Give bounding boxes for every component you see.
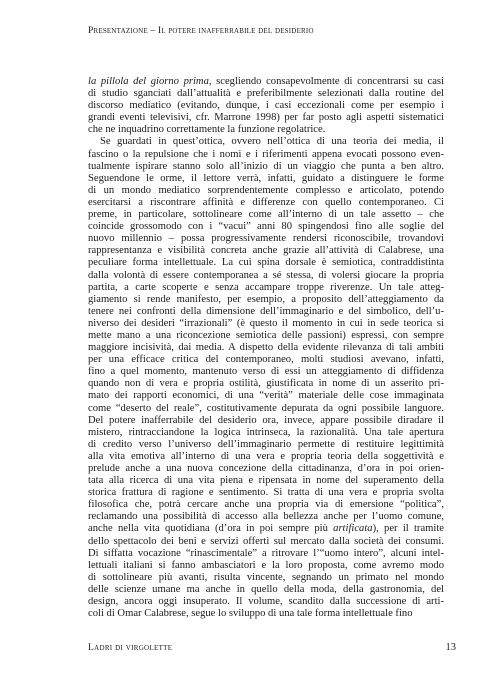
text-line: alla vita emotiva all’interno di una vera e propria teoria della soggettività e (88, 450, 444, 462)
running-foot-book-title: Ladri di virgolette (88, 643, 173, 653)
text-line: per una efficace critica del contemporaneo, molti studiosi avevano, infatti, (88, 354, 444, 366)
text-line: di studio sganciati dall’attualità e preferibilmente selezionati dalla routine del (88, 88, 444, 100)
text-line: mistero, rintracciandone la logica intrinseca, la razionalità. Una tale apertura (88, 426, 444, 438)
text-line: grandi eventi televisivi, cfr. Marrone 1998) per far posto agli aspetti sistematici (88, 112, 444, 124)
text-line: delle scienze umane ma anche in quello della moda, della gastronomia, del (88, 583, 444, 595)
text-line: dello spettacolo dei beni e servizi offerti sul mercato dalla società dei consumi. (88, 535, 444, 547)
text-line: come “deserto del reale”, costitutivamente depurata da ogni possibile languore. (88, 402, 444, 414)
text-line: coli di Omar Calabrese, segue lo sviluppo di una tale forma intellettuale fino (88, 608, 413, 620)
text-line: Seguendone le orme, il lettore verrà, infatti, guidato a distinguere le forme (88, 172, 444, 184)
text-line: che ne inquadrino correttamente la funzione regolatrice. (88, 124, 326, 136)
text-line: anche nella vita quotidiana (d’ora in poi sempre più artificata), per il tramite (88, 523, 444, 535)
text-line: discorso mediatico (evitando, dunque, i casi eccezionali come per esempio i (88, 100, 444, 112)
text-line: lettuali italiani si fanno ambasciatori e la loro proposta, come avremo modo (88, 559, 444, 571)
text-line: fascino o la repulsione che i nomi e i riferimenti appena evocati possono even- (88, 148, 444, 160)
text-line: storica frattura di ragione e sentimento. Si tratta di una vera e propria svolta (88, 487, 444, 499)
text-line: partita, a carte scoperte e senza accampare troppe riverenze. Un tale atteg- (88, 281, 444, 293)
text-line: Di siffatta vocazione “rinascimentale” a ritrovare l’“uomo intero”, alcuni intel- (88, 547, 444, 559)
body-text (88, 76, 444, 620)
text-line: coincide grossomodo con i “vacui” anni 80 spingendosi fino alle soglie del (88, 221, 444, 233)
text-line: di sottolineare più avanti, risulta vincente, segnando un primato nel mondo (88, 571, 444, 583)
text-line: rappresentanza e visibilità concreta anche grazie all’attività di Calabrese, una (88, 245, 444, 257)
text-line: esercitarsi a riscontrare affinità e differenze con quello contemporaneo. Ci (88, 196, 444, 208)
text-line: quando non di vera e propria ostilità, giustificata in nome di un asserito pri- (88, 378, 444, 390)
text-line: giamento si rende manifesto, per esempio, a proposito dell’atteggiamento da (88, 293, 444, 305)
text-line: di credito verso l’universo dell’immaginario permette di restituire legittimità (88, 438, 444, 450)
text-line: filosofica che, potrà cercare anche una propria via di emersione “politica”, (88, 499, 444, 511)
text-line: Del potere inafferrabile del desiderio ora, invece, appare possibile diradare il (88, 414, 444, 426)
page-number: 13 (445, 642, 456, 653)
text-line: reclamando una possibilità di accesso alla bellezza anche per l’uomo comune, (88, 511, 444, 523)
text-line: dalla volontà di essere contemporanea a sé stessa, di volersi giocare la propria (88, 269, 444, 281)
text-line: mato dei rapporti economici, di una “verità” materiale delle cose immaginata (88, 390, 444, 402)
text-line: tualmente ispirare stanno solo all’inizio di un viaggio che punta a ben altro. (88, 160, 444, 172)
text-line: tenere nei confronti della dimensione dell’immaginario e del simbolico, dell’u- (88, 305, 444, 317)
text-line: niverso dei desideri “irrazionali” (è questo il momento in cui in sede teorica si (88, 317, 444, 329)
text-line: tata alla ricerca di una vita piena e ripensata in nome del superamento della (88, 475, 444, 487)
text-line: design, ancora oggi insuperato. Il volume, scandito dalla successione di arti- (88, 596, 444, 608)
text-line: la pillola del giorno prima, scegliendo consapevolmente di concentrarsi su casi (88, 76, 444, 87)
text-line: peculiare forma intellettuale. La cui spina dorsale è semiotica, contraddistinta (88, 257, 444, 269)
text-line: fino a quel momento, mantenuto verso di essi un atteggiamento di diffidenza (88, 366, 444, 378)
text-line: di un mondo mediatico sorprendentemente complesso e articolato, potendo (88, 184, 444, 196)
text-line: maggiore incisività, dai media. A dispetto della evidente rilevanza di tali ambiti (88, 342, 444, 354)
text-line: nuovo millennio – possa progressivamente rendersi riconoscibile, trovandovi (88, 233, 444, 245)
text-line: mette mano a una riconcezione semiotica delle passioni) espressi, con sempre (88, 329, 444, 341)
text-line: Se guardati in quest’ottica, ovvero nell’ottica di una teoria dei media, il (100, 136, 444, 148)
text-line: preme, in particolare, sottolineare come all’interno di un tale assetto – che (88, 209, 444, 221)
text-line: prelude anche a una nuova concezione della cittadinanza, d’ora in poi orien- (88, 463, 444, 474)
running-head: Presentazione – Il potere inafferrabile del desiderio (88, 26, 314, 36)
